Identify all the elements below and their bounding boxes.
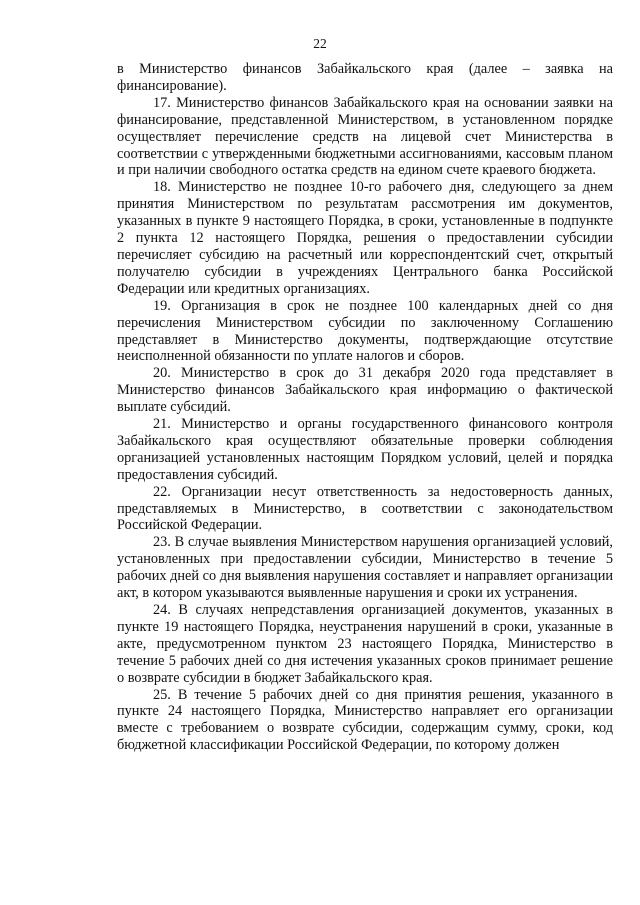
- paragraph-20: 20. Министерство в срок до 31 декабря 2020 года представляет в Министерство финансов Забайкальского края информацию о фактической выплате субсидий.: [117, 365, 613, 416]
- page-number: 22: [313, 36, 327, 51]
- paragraph-21: 21. Министерство и органы государственного финансового контроля Забайкальского края осуществляют обязательные проверки соблюдения организацией установленных настоящим Порядком условий, целей и порядка предоставления субсидий.: [117, 416, 613, 483]
- paragraph-19: 19. Организация в срок не позднее 100 календарных дней со дня перечисления Министерством субсидии по заключенному Соглашению представляет в Министерство документы, подтверждающие отсутствие неисполненной обязанности по уплате налогов и сборов.: [117, 297, 613, 365]
- paragraph-23: 23. В случае выявления Министерством нарушения организацией условий, установленных при предоставлении субсидии, Министерство в течение 5 рабочих дней со дня выявления нарушения составляет и направляет организации акт, в котором указываются выявленные нарушения и сроки их устранения.: [117, 534, 613, 602]
- paragraph-25: 25. В течение 5 рабочих дней со дня принятия решения, указанного в пункте 24 настоящего Порядка, Министерство направляет его организации вместе с требованием о возврате субсидии, содержащим сумму, сроки, код бюджетной классификации Российской Федерации, по которому должен: [117, 686, 613, 754]
- paragraph-continuation: в Министерство финансов Забайкальского края (далее – заявка на финансирование).: [117, 61, 613, 94]
- paragraph-17: 17. Министерство финансов Забайкальского края на основании заявки на финансирование, представленной Министерством, в установленном порядке осуществляет перечисление средств на лицевой счет Министерства в соответствии с утвержденными бюджетными ассигнованиями, кассовым планом и при наличии свободного остатка средств на едином счете краевого бюджета.: [117, 94, 613, 179]
- paragraph-22: 22. Организации несут ответственность за недостоверность данных, представляемых в Министерство, в соответствии с законодательством Российской Федерации.: [117, 483, 613, 534]
- paragraph-18: 18. Министерство не позднее 10-го рабочего дня, следующего за днем принятия Министерством по результатам рассмотрения им документов, указанных в пункте 9 настоящего Порядка, в сроки, установленные в подпункте 2 пункта 12 настоящего Порядка, решения о предоставлении субсидии перечисляет субсидию на расчетный или корреспондентский счет, открытый получателю субсидии в учреждениях Центрального банка Российской Федерации или кредитных организациях.: [117, 179, 613, 297]
- document-body: [117, 61, 613, 754]
- paragraph-24: 24. В случаях непредставления организацией документов, указанных в пункте 19 настоящего Порядка, неустранения нарушений в сроки, указанные в акте, предусмотренном пунктом 23 настоящего Порядка, Министерство в течение 5 рабочих дней со дня истечения указанных сроков принимает решение о возврате субсидии в бюджет Забайкальского края.: [117, 602, 613, 686]
